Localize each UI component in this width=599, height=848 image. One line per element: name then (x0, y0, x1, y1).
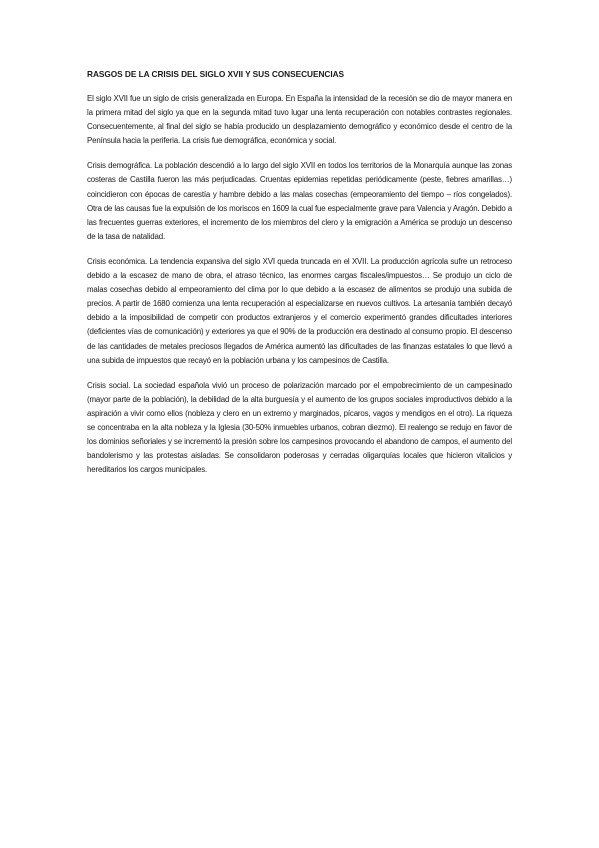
paragraph-lead: Crisis económica. (87, 256, 148, 266)
document-page (87, 68, 512, 488)
paragraph-text: La sociedad española vivió un proceso de polarización marcado por el empobrecimiento de un campesinado (mayor parte de la población), la debilidad de la alta burguesía y el aumento de los grupos sociales improductivos debido a la aspiración a vivir como ellos (nobleza y clero en un extremo y marginados, pícaros, vagos y mendigos en el otro). La riqueza se concentraba en la alta nobleza y la Iglesia (30-50% inmuebles urbanos, cobran diezmo). El realengo se redujo en favor de los dominios señoriales y se incrementó la presión sobre los campesinos provocando el abandono de campos, el aumento del bandolerismo y las protestas aisladas. Se consolidaron poderosas y cerradas oligarquías locales que hicieron vitalicios y hereditarios los cargos municipales. (87, 380, 512, 475)
paragraph-text: El siglo XVII fue un siglo de crisis generalizada en Europa. En España la intensidad de la recesión se dio de mayor manera en la primera mitad del siglo ya que en la segunda mitad tuvo lugar una lenta recuperación con notables contrastes regionales. Consecuentemente, al final del siglo se había producido un desplazamiento demográfico y económico desde el centro de la Península hacia la periferia. La crisis fue demográfica, económica y social. (87, 94, 512, 146)
paragraph-crisis-demografica (87, 159, 512, 244)
paragraph-text: La tendencia expansiva del siglo XVI queda truncada en el XVII. La producción agrícola sufre un retroceso debido a la escasez de mano de obra, el atraso técnico, las enormes cargas fiscales/impuestos… Se produjo un ciclo de malas cosechas debido al empeoramiento del clima por lo que debido a la escasez de alimentos se produjo una subida de precios. A partir de 1680 comienza una lenta recuperación al especializarse en nuevos cultivos. La artesanía también decayó debido a la imposibilidad de competir con productos extranjeros y el comercio experimentó grandes dificultades interiores (deficientes vías de comunicación) y exteriores ya que el 90% de la producción era destinado al consumo propio. El descenso de las cantidades de metales preciosos llegados de América aumentó las dificultades de las finanzas estatales lo que llevó a una subida de impuestos que recayó en la población urbana y los campesinos de Castilla. (87, 256, 512, 365)
paragraph-lead: Crisis social. (87, 380, 131, 390)
document-title: RASGOS DE LA CRISIS DEL SIGLO XVII Y SUS CONSECUENCIAS (87, 69, 345, 79)
paragraph-crisis-economica (87, 255, 512, 368)
paragraph-lead: Crisis demográfica. (87, 161, 152, 171)
paragraph-crisis-social (87, 379, 512, 478)
paragraph-intro (87, 92, 512, 148)
paragraph-text: La población descendió a lo largo del siglo XVII en todos los territorios de la Monarquía aunque las zonas costeras de Castilla fueron las más perjudicadas. Cruentas epidemias repetidas periódicamente (peste, fiebres amarillas…) coincidieron con épocas de carestía y hambre debido a las malas cosechas (empeoramiento del tiempo – ríos congelados). Otra de las causas fue la expulsión de los moriscos en 1609 la cual fue especialmente grave para Valencia y Aragón. Debido a las frecuentes guerras exteriores, el incremento de los miembros del clero y la emigración a América se produjo un descenso de la tasa de natalidad. (87, 161, 513, 241)
